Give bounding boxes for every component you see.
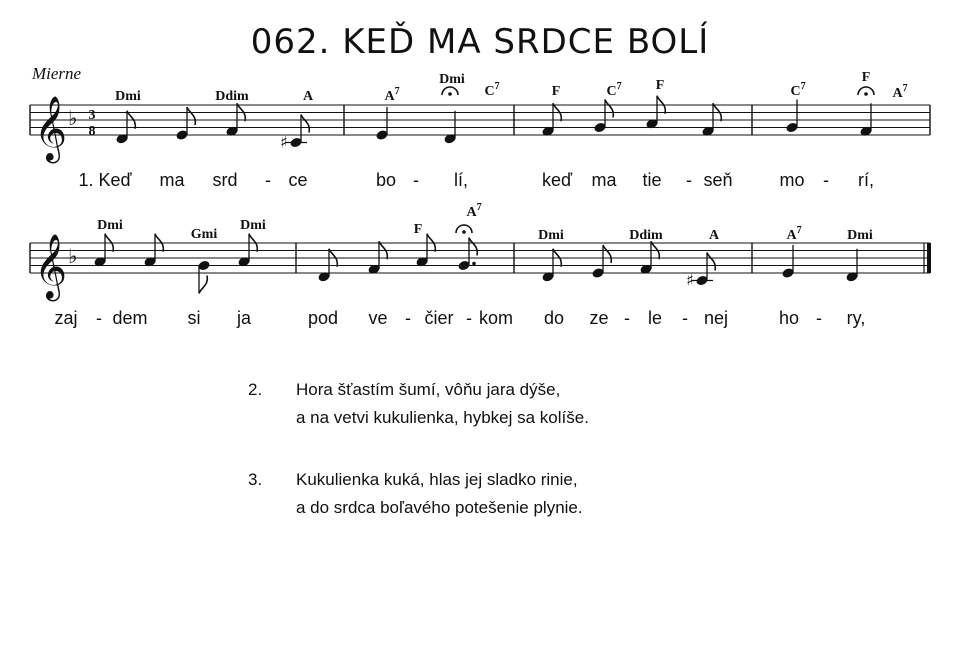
chord-symbol: $C^7$ bbox=[484, 81, 500, 99]
chord-symbol: F bbox=[861, 70, 871, 85]
fermata-dot bbox=[448, 92, 452, 96]
chord-symbol: $C^7$ bbox=[606, 81, 622, 99]
lyric-syllable: čier bbox=[424, 308, 454, 328]
fermata-dot bbox=[462, 230, 466, 234]
chord-symbol: $A^7$ bbox=[892, 83, 908, 101]
chord-symbol: $A^7$ bbox=[384, 86, 400, 104]
chord-symbol: Dmi bbox=[240, 218, 266, 233]
sharp-icon: ♯ bbox=[280, 132, 288, 152]
lyric-syllable: - bbox=[686, 170, 692, 190]
lyric-syllable: - bbox=[265, 170, 271, 190]
note-flag bbox=[187, 107, 195, 125]
lyric-syllable: - bbox=[405, 308, 411, 328]
lyric-syllable: - bbox=[682, 308, 688, 328]
fermata-dot bbox=[864, 92, 868, 96]
lyric-syllable: - bbox=[96, 308, 102, 328]
chord-symbol: Ddim bbox=[629, 228, 663, 243]
lyric-syllable: ce bbox=[288, 170, 308, 190]
chord-symbol: Dmi bbox=[115, 89, 141, 104]
verse-2 bbox=[248, 376, 589, 432]
lyric-syllable: lí, bbox=[453, 170, 469, 190]
verse-3 bbox=[248, 466, 589, 522]
lyric-syllable: do bbox=[543, 308, 565, 328]
note bbox=[442, 87, 458, 145]
note-flag bbox=[603, 245, 611, 263]
flat-key-signature-icon: ♭ bbox=[68, 106, 78, 130]
lyric-syllable: ve bbox=[368, 308, 388, 328]
lyric-syllable: bo bbox=[375, 170, 397, 190]
treble-clef-icon: 𝄞 bbox=[34, 96, 68, 161]
lyric-syllable: ry, bbox=[846, 308, 866, 328]
treble-clef-icon: 𝄞 bbox=[34, 234, 68, 299]
note bbox=[197, 260, 211, 294]
time-signature-top: 3 bbox=[88, 108, 96, 123]
chord-symbol: $A^7$ bbox=[466, 202, 482, 220]
note-flag bbox=[301, 115, 309, 133]
chord-symbol: Dmi bbox=[97, 218, 123, 233]
lyric-syllable: rí, bbox=[858, 170, 874, 190]
chord-symbol: F bbox=[551, 84, 561, 99]
lyric-syllable: pod bbox=[307, 308, 339, 328]
chord-symbol: F bbox=[655, 78, 665, 93]
lyric-syllable: - bbox=[816, 308, 822, 328]
verse-line: Kukulienka kuká, hlas jej sladko rinie, bbox=[296, 470, 578, 489]
lyric-syllable: ma bbox=[159, 170, 185, 190]
chord-symbol: $C^7$ bbox=[790, 81, 806, 99]
note-flag bbox=[707, 253, 715, 271]
lyric-syllable: keď bbox=[541, 170, 573, 190]
note-flag bbox=[469, 238, 477, 256]
lyric-syllable: srd bbox=[212, 170, 238, 190]
note-flag bbox=[605, 100, 613, 118]
chord-symbol: A bbox=[302, 89, 314, 104]
lyric-syllable: le bbox=[647, 308, 663, 328]
lyric-syllable: - bbox=[413, 170, 419, 190]
final-barline-thick bbox=[927, 243, 931, 273]
verse-line: a na vetvi kukulienka, hybkej sa kolíše. bbox=[296, 408, 589, 427]
note bbox=[456, 225, 477, 271]
verses bbox=[248, 376, 589, 556]
verse-line: Hora šťastím šumí, vôňu jara dýše, bbox=[296, 380, 561, 399]
lyric-syllable: - bbox=[823, 170, 829, 190]
lyric-syllable: 1. Keď bbox=[78, 170, 132, 190]
note-flag bbox=[199, 276, 207, 294]
verse-line: a do srdca boľavého potešenie plynie. bbox=[296, 498, 583, 517]
lyric-syllable: kom bbox=[478, 308, 514, 328]
song-title: 062. KEĎ MA SRDCE BOLÍ bbox=[250, 22, 710, 62]
tempo-marking: Mierne bbox=[32, 64, 82, 83]
lyric-syllable: tie bbox=[642, 170, 662, 190]
lyric-syllable: ja bbox=[236, 308, 252, 328]
lyric-syllable: mo bbox=[779, 170, 805, 190]
chord-symbol: Dmi bbox=[847, 228, 873, 243]
lyric-syllable: ho bbox=[778, 308, 800, 328]
sharp-icon: ♯ bbox=[686, 270, 694, 290]
verse-number: 3. bbox=[248, 470, 263, 489]
chord-symbol: A bbox=[708, 228, 720, 243]
augmentation-dot bbox=[472, 262, 476, 266]
verse-number: 2. bbox=[248, 380, 263, 399]
staff-system-2 bbox=[30, 234, 931, 301]
lyric-syllable: ze bbox=[589, 308, 609, 328]
chord-symbol: F bbox=[413, 222, 423, 237]
chord-symbol: Dmi bbox=[538, 228, 564, 243]
lyric-syllable: si bbox=[187, 308, 201, 328]
lyric-syllable: zaj bbox=[54, 308, 78, 328]
lyric-syllable: nej bbox=[703, 308, 729, 328]
lyric-syllable: dem bbox=[112, 308, 148, 328]
time-signature-bottom: 8 bbox=[88, 124, 96, 139]
chord-symbol: Ddim bbox=[215, 89, 249, 104]
flat-key-signature-icon: ♭ bbox=[68, 244, 78, 268]
lyric-syllable: - bbox=[624, 308, 630, 328]
chord-symbol: Dmi bbox=[439, 72, 465, 87]
chord-symbol: $A^7$ bbox=[786, 225, 802, 243]
chord-symbol: Gmi bbox=[190, 227, 218, 242]
lyric-syllable: ma bbox=[591, 170, 617, 190]
lyric-syllable: seň bbox=[703, 170, 733, 190]
lyric-syllable: - bbox=[466, 308, 472, 328]
